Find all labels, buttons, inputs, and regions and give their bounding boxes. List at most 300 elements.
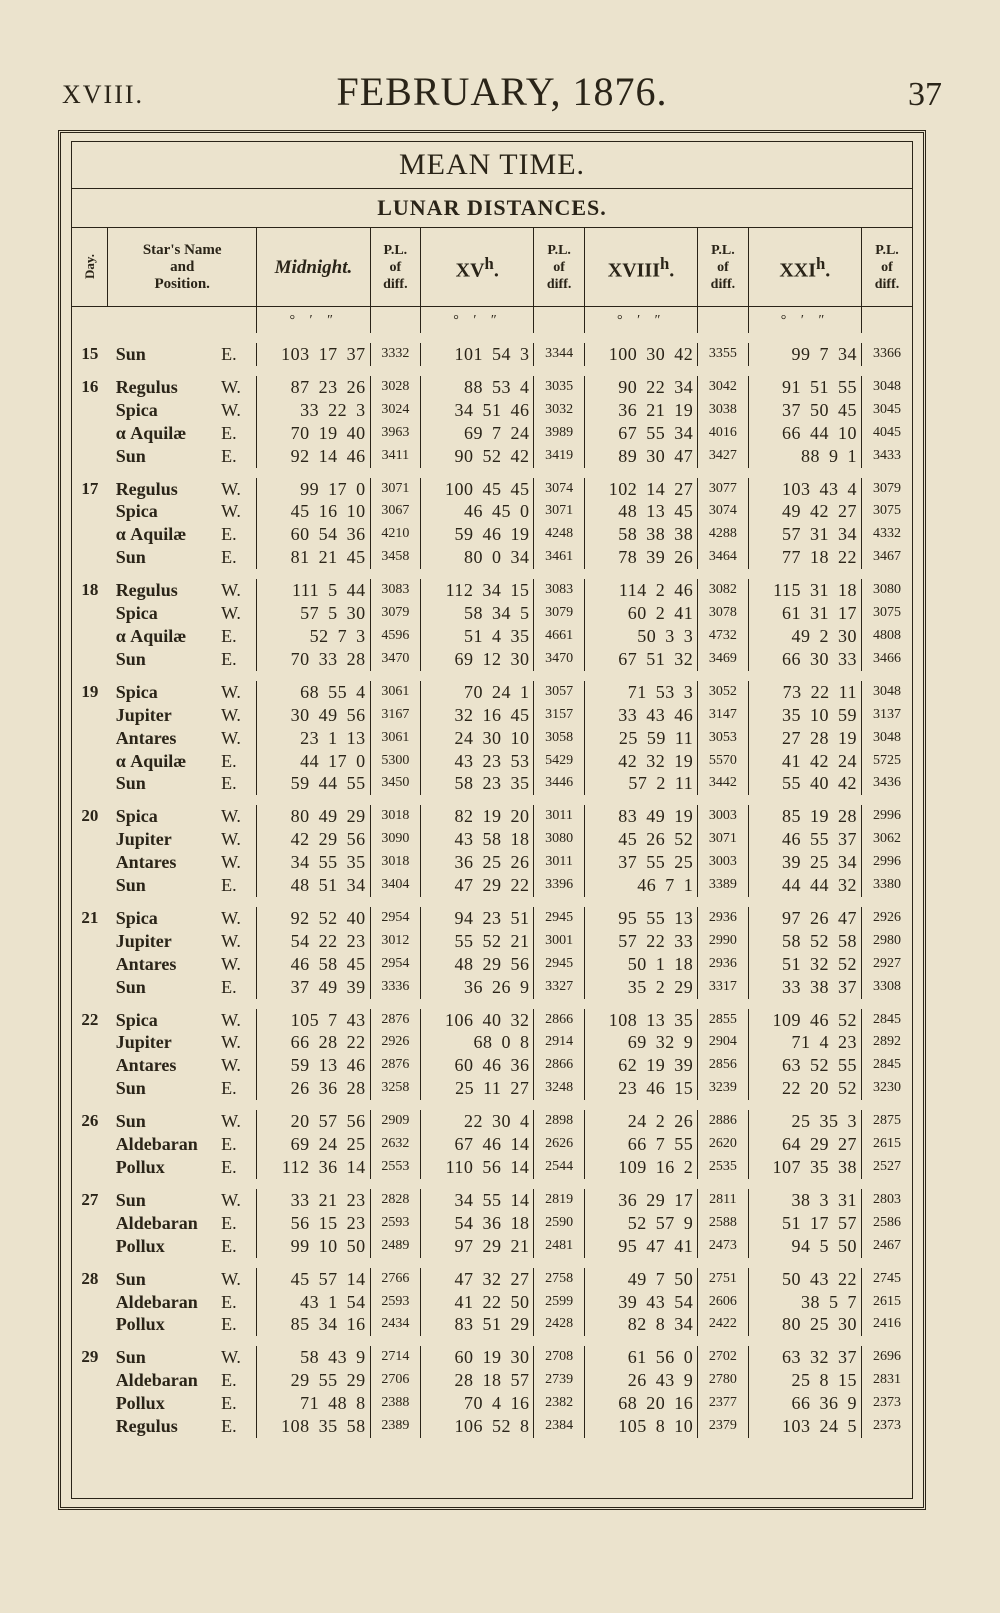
table-row xyxy=(72,500,912,523)
pl-diff-cell: 5429 xyxy=(534,750,584,773)
distance-cell: 41 42 24 xyxy=(748,750,861,773)
day-cell xyxy=(72,1313,108,1341)
distance-cell: 51 17 57 xyxy=(748,1212,861,1235)
direction-cell: W. xyxy=(221,727,241,748)
table-row xyxy=(72,1369,912,1392)
direction-cell: E. xyxy=(221,750,237,771)
direction-cell: W. xyxy=(221,1347,241,1368)
pl-diff-cell: 2708 xyxy=(534,1341,584,1369)
direction-cell: W. xyxy=(221,1111,241,1132)
distance-cell: 61 31 17 xyxy=(748,602,861,625)
distance-cell: 58 34 5 xyxy=(421,602,534,625)
distance-cell: 30 49 56 xyxy=(257,704,370,727)
pl-diff-cell: 2766 xyxy=(370,1263,420,1291)
pl-diff-cell: 3003 xyxy=(698,800,748,828)
distance-cell: 67 51 32 xyxy=(584,648,697,676)
distance-cell: 32 16 45 xyxy=(421,704,534,727)
distance-cell: 57 5 30 xyxy=(257,602,370,625)
pl-diff-cell: 2954 xyxy=(370,953,420,976)
distance-cell: 71 53 3 xyxy=(584,676,697,704)
distance-cell: 46 45 0 xyxy=(421,500,534,523)
day-cell xyxy=(72,750,108,773)
pl-diff-cell: 3082 xyxy=(698,574,748,602)
distance-cell: 41 22 50 xyxy=(421,1291,534,1314)
star-name-cell: Antares xyxy=(115,953,177,974)
star-name-cell: Spica xyxy=(115,1009,158,1030)
direction-cell: E. xyxy=(221,1235,237,1256)
pl-diff-cell: 2384 xyxy=(534,1415,584,1438)
pl-diff-cell: 3090 xyxy=(370,828,420,851)
day-cell: 16 xyxy=(81,376,99,396)
day-cell xyxy=(72,1415,108,1438)
direction-cell: W. xyxy=(221,806,241,827)
table-row xyxy=(72,727,912,750)
day-cell xyxy=(72,399,108,422)
table-row xyxy=(72,546,912,574)
pl-diff-cell: 3035 xyxy=(534,371,584,399)
star-name-cell: Spica xyxy=(115,399,158,420)
pl-diff-cell: 3067 xyxy=(370,500,420,523)
table-row xyxy=(72,1291,912,1314)
distance-cell: 33 38 37 xyxy=(748,976,861,1004)
distance-cell: 60 54 36 xyxy=(257,523,370,546)
page-header xyxy=(62,62,942,122)
distance-cell: 97 29 21 xyxy=(421,1235,534,1263)
distance-cell: 91 51 55 xyxy=(748,371,861,399)
table-row xyxy=(72,1313,912,1341)
distance-cell: 67 55 34 xyxy=(584,422,697,445)
pl-header: P.L. of diff. xyxy=(698,228,748,307)
distance-cell: 39 43 54 xyxy=(584,1291,697,1314)
distance-cell: 71 48 8 xyxy=(257,1392,370,1415)
table-row xyxy=(72,874,912,902)
direction-cell: W. xyxy=(221,1189,241,1210)
distance-cell: 94 5 50 xyxy=(748,1235,861,1263)
distance-cell: 70 33 28 xyxy=(257,648,370,676)
distance-cell: 92 14 46 xyxy=(257,445,370,473)
distance-cell: 68 20 16 xyxy=(584,1392,697,1415)
star-name-cell: Sun xyxy=(115,773,146,794)
distance-cell: 71 4 23 xyxy=(748,1031,861,1054)
pl-diff-cell: 2696 xyxy=(862,1341,913,1369)
pl-diff-cell: 3396 xyxy=(534,874,584,902)
unit-label: ° ′ ″ xyxy=(748,307,861,339)
day-cell xyxy=(72,1291,108,1314)
day-cell xyxy=(72,874,108,902)
distance-cell: 80 49 29 xyxy=(257,800,370,828)
pl-diff-cell: 2416 xyxy=(862,1313,913,1341)
pl-diff-cell: 3011 xyxy=(534,800,584,828)
day-cell xyxy=(72,704,108,727)
pl-diff-cell: 3239 xyxy=(698,1077,748,1105)
direction-cell: E. xyxy=(221,547,237,568)
star-name-cell: Regulus xyxy=(115,478,178,499)
unit-label: ° ′ ″ xyxy=(257,307,370,339)
pl-diff-cell: 2990 xyxy=(698,930,748,953)
distance-cell: 45 16 10 xyxy=(257,500,370,523)
distance-cell: 37 50 45 xyxy=(748,399,861,422)
pl-diff-cell: 2428 xyxy=(534,1313,584,1341)
distance-cell: 80 0 34 xyxy=(421,546,534,574)
distance-cell: 51 32 52 xyxy=(748,953,861,976)
direction-cell: W. xyxy=(221,399,241,420)
day-cell xyxy=(72,1133,108,1156)
distance-cell: 78 39 26 xyxy=(584,546,697,574)
pl-diff-cell: 2876 xyxy=(370,1004,420,1032)
direction-cell: W. xyxy=(221,829,241,850)
star-name-cell: Aldebaran xyxy=(115,1212,198,1233)
distance-cell: 81 21 45 xyxy=(257,546,370,574)
pl-diff-cell: 2926 xyxy=(862,902,913,930)
day-cell xyxy=(72,1369,108,1392)
distance-cell: 112 34 15 xyxy=(421,574,534,602)
table-row xyxy=(72,1415,912,1438)
day-cell xyxy=(72,727,108,750)
pl-diff-cell: 2586 xyxy=(862,1212,913,1235)
distance-cell: 88 53 4 xyxy=(421,371,534,399)
direction-cell: W. xyxy=(221,603,241,624)
star-name-cell: Aldebaran xyxy=(115,1370,198,1391)
pl-diff-cell: 2914 xyxy=(534,1031,584,1054)
pl-diff-cell: 2382 xyxy=(534,1392,584,1415)
distance-cell: 23 46 15 xyxy=(584,1077,697,1105)
distance-cell: 50 1 18 xyxy=(584,953,697,976)
direction-cell: E. xyxy=(221,773,237,794)
pl-diff-cell: 4332 xyxy=(862,523,913,546)
pl-header: P.L. of diff. xyxy=(862,228,913,307)
star-name-cell: Spica xyxy=(115,806,158,827)
distance-cell: 26 36 28 xyxy=(257,1077,370,1105)
pl-diff-cell: 2373 xyxy=(862,1415,913,1438)
distance-cell: 59 46 19 xyxy=(421,523,534,546)
distance-cell: 100 45 45 xyxy=(421,473,534,501)
table-row xyxy=(72,602,912,625)
distance-cell: 109 46 52 xyxy=(748,1004,861,1032)
distance-cell: 103 17 37 xyxy=(257,338,370,371)
distance-cell: 36 29 17 xyxy=(584,1184,697,1212)
direction-cell: E. xyxy=(221,445,237,466)
distance-cell: 25 8 15 xyxy=(748,1369,861,1392)
distance-cell: 95 55 13 xyxy=(584,902,697,930)
table-row xyxy=(72,750,912,773)
direction-cell: E. xyxy=(221,1314,237,1335)
pl-diff-cell: 2845 xyxy=(862,1004,913,1032)
distance-cell: 85 19 28 xyxy=(748,800,861,828)
pl-diff-cell: 3079 xyxy=(370,602,420,625)
distance-cell: 90 52 42 xyxy=(421,445,534,473)
table-row xyxy=(72,1004,912,1032)
distance-cell: 25 59 11 xyxy=(584,727,697,750)
distance-cell: 100 30 42 xyxy=(584,338,697,371)
distance-cell: 73 22 11 xyxy=(748,676,861,704)
pl-diff-cell: 2909 xyxy=(370,1105,420,1133)
distance-cell: 101 54 3 xyxy=(421,338,534,371)
pl-diff-cell: 3075 xyxy=(862,500,913,523)
distance-cell: 48 51 34 xyxy=(257,874,370,902)
day-cell xyxy=(72,851,108,874)
pl-diff-cell: 3048 xyxy=(862,676,913,704)
distance-cell: 82 8 34 xyxy=(584,1313,697,1341)
table-row xyxy=(72,1392,912,1415)
table-row xyxy=(72,1263,912,1291)
distance-cell: 43 58 18 xyxy=(421,828,534,851)
distance-cell: 45 26 52 xyxy=(584,828,697,851)
pl-diff-cell: 2945 xyxy=(534,953,584,976)
table-row xyxy=(72,1235,912,1263)
table-row xyxy=(72,625,912,648)
pl-diff-cell: 2945 xyxy=(534,902,584,930)
pl-diff-cell: 2599 xyxy=(534,1291,584,1314)
distance-cell: 66 36 9 xyxy=(748,1392,861,1415)
distance-cell: 102 14 27 xyxy=(584,473,697,501)
table-row xyxy=(72,851,912,874)
pl-diff-cell: 5725 xyxy=(862,750,913,773)
pl-diff-cell: 2936 xyxy=(698,953,748,976)
pl-diff-cell: 3404 xyxy=(370,874,420,902)
pl-diff-cell: 3083 xyxy=(370,574,420,602)
pl-diff-cell: 2615 xyxy=(862,1133,913,1156)
day-cell: 19 xyxy=(81,681,99,701)
header-row xyxy=(72,228,912,307)
pl-diff-cell: 3469 xyxy=(698,648,748,676)
pl-diff-cell: 3074 xyxy=(698,500,748,523)
pl-diff-cell: 2473 xyxy=(698,1235,748,1263)
direction-cell: E. xyxy=(221,422,237,443)
pl-diff-cell: 2996 xyxy=(862,851,913,874)
direction-cell: W. xyxy=(221,930,241,951)
direction-cell: E. xyxy=(221,1134,237,1155)
star-name-cell: Spica xyxy=(115,501,158,522)
table-row xyxy=(72,371,912,399)
star-name-cell: Sun xyxy=(115,445,146,466)
unit-label: ° ′ ″ xyxy=(421,307,534,339)
pl-diff-cell: 3038 xyxy=(698,399,748,422)
pl-diff-cell: 2866 xyxy=(534,1054,584,1077)
pl-diff-cell: 2593 xyxy=(370,1291,420,1314)
section-numeral: XVIII. xyxy=(62,80,145,109)
star-name-cell: Pollux xyxy=(115,1157,165,1177)
pl-diff-cell: 2706 xyxy=(370,1369,420,1392)
pl-diff-cell: 2714 xyxy=(370,1341,420,1369)
distance-cell: 24 30 10 xyxy=(421,727,534,750)
pl-diff-cell: 3061 xyxy=(370,676,420,704)
distance-cell: 25 11 27 xyxy=(421,1077,534,1105)
distance-cell: 36 25 26 xyxy=(421,851,534,874)
distance-cell: 105 8 10 xyxy=(584,1415,697,1438)
star-name-cell: α Aquilæ xyxy=(115,422,187,443)
direction-cell: W. xyxy=(221,852,241,873)
pl-diff-cell: 4596 xyxy=(370,625,420,648)
table-row xyxy=(72,338,912,371)
pl-diff-cell: 3071 xyxy=(534,500,584,523)
pl-diff-cell: 3032 xyxy=(534,399,584,422)
pl-diff-cell: 3045 xyxy=(862,399,913,422)
distance-cell: 38 3 31 xyxy=(748,1184,861,1212)
distance-cell: 20 57 56 xyxy=(257,1105,370,1133)
star-name-cell: Antares xyxy=(115,727,177,748)
distance-cell: 62 19 39 xyxy=(584,1054,697,1077)
day-cell xyxy=(72,1031,108,1054)
table-row xyxy=(72,800,912,828)
table-row xyxy=(72,976,912,1004)
pl-diff-cell: 2780 xyxy=(698,1369,748,1392)
unit-row xyxy=(72,307,912,339)
pl-diff-cell: 3450 xyxy=(370,772,420,800)
distance-cell: 69 12 30 xyxy=(421,648,534,676)
distance-cell: 34 55 35 xyxy=(257,851,370,874)
table-row xyxy=(72,445,912,473)
day-cell: 27 xyxy=(81,1189,99,1209)
pl-diff-cell: 3147 xyxy=(698,704,748,727)
pl-diff-cell: 3436 xyxy=(862,772,913,800)
pl-diff-cell: 3427 xyxy=(698,445,748,473)
pl-diff-cell: 3464 xyxy=(698,546,748,574)
pl-diff-cell: 2898 xyxy=(534,1105,584,1133)
distance-cell: 103 24 5 xyxy=(748,1415,861,1438)
distance-cell: 70 4 16 xyxy=(421,1392,534,1415)
table-row xyxy=(72,704,912,727)
distance-cell: 69 7 24 xyxy=(421,422,534,445)
distance-cell: 59 13 46 xyxy=(257,1054,370,1077)
pl-diff-cell: 3074 xyxy=(534,473,584,501)
direction-cell: W. xyxy=(221,580,241,601)
pl-diff-cell: 3308 xyxy=(862,976,913,1004)
distance-cell: 57 31 34 xyxy=(748,523,861,546)
day-cell xyxy=(72,422,108,445)
distance-cell: 59 44 55 xyxy=(257,772,370,800)
distance-cell: 22 30 4 xyxy=(421,1105,534,1133)
pl-diff-cell: 3028 xyxy=(370,371,420,399)
distance-cell: 47 32 27 xyxy=(421,1263,534,1291)
direction-cell: W. xyxy=(221,478,241,499)
distance-cell: 37 55 25 xyxy=(584,851,697,874)
pl-diff-cell: 3230 xyxy=(862,1077,913,1105)
pl-diff-cell: 2904 xyxy=(698,1031,748,1054)
pl-diff-cell: 3080 xyxy=(862,574,913,602)
day-cell: 26 xyxy=(81,1111,99,1131)
pl-diff-cell: 2553 xyxy=(370,1156,420,1184)
star-name-cell: Sun xyxy=(115,547,146,568)
pl-diff-cell: 3461 xyxy=(534,546,584,574)
midnight-header: Midnight. xyxy=(257,228,370,307)
pl-diff-cell: 5570 xyxy=(698,750,748,773)
pl-diff-cell: 2626 xyxy=(534,1133,584,1156)
distance-cell: 68 0 8 xyxy=(421,1031,534,1054)
distance-cell: 34 51 46 xyxy=(421,399,534,422)
distance-cell: 58 52 58 xyxy=(748,930,861,953)
day-cell xyxy=(72,648,108,676)
mean-time-banner: MEAN TIME. xyxy=(72,142,912,189)
distance-cell: 57 2 11 xyxy=(584,772,697,800)
table-row xyxy=(72,1077,912,1105)
direction-cell: W. xyxy=(221,376,241,397)
distance-cell: 47 29 22 xyxy=(421,874,534,902)
pl-diff-cell: 2819 xyxy=(534,1184,584,1212)
table-row xyxy=(72,473,912,501)
pl-diff-cell: 3989 xyxy=(534,422,584,445)
distance-cell: 99 10 50 xyxy=(257,1235,370,1263)
pl-diff-cell: 4288 xyxy=(698,523,748,546)
unit-label: ° ′ ″ xyxy=(584,307,697,339)
pl-diff-cell: 3167 xyxy=(370,704,420,727)
pl-diff-cell: 3258 xyxy=(370,1077,420,1105)
distance-cell: 25 35 3 xyxy=(748,1105,861,1133)
distance-cell: 28 18 57 xyxy=(421,1369,534,1392)
pl-diff-cell: 3003 xyxy=(698,851,748,874)
pl-diff-cell: 2954 xyxy=(370,902,420,930)
pl-diff-cell: 3963 xyxy=(370,422,420,445)
distance-cell: 85 34 16 xyxy=(257,1313,370,1341)
star-name-cell: Aldebaran xyxy=(115,1291,198,1312)
pl-diff-cell: 2758 xyxy=(534,1263,584,1291)
direction-cell: W. xyxy=(221,1268,241,1289)
day-cell xyxy=(72,602,108,625)
table-frame xyxy=(58,130,926,1510)
pl-diff-cell: 2745 xyxy=(862,1263,913,1291)
pl-diff-cell: 3083 xyxy=(534,574,584,602)
distance-cell: 109 16 2 xyxy=(584,1156,697,1184)
direction-cell: E. xyxy=(221,1393,237,1414)
table-row xyxy=(72,930,912,953)
distance-cell: 82 19 20 xyxy=(421,800,534,828)
star-name-cell: Pollux xyxy=(115,1235,165,1256)
distance-cell: 94 23 51 xyxy=(421,902,534,930)
distance-cell: 29 55 29 xyxy=(257,1369,370,1392)
pl-diff-cell: 2739 xyxy=(534,1369,584,1392)
distance-cell: 63 52 55 xyxy=(748,1054,861,1077)
day-cell: 22 xyxy=(81,1009,99,1029)
pl-diff-cell: 3433 xyxy=(862,445,913,473)
direction-cell: W. xyxy=(221,681,241,702)
distance-cell: 87 23 26 xyxy=(257,371,370,399)
pl-diff-cell: 3062 xyxy=(862,828,913,851)
pl-diff-cell: 2876 xyxy=(370,1054,420,1077)
direction-cell: E. xyxy=(221,1291,237,1312)
direction-cell: W. xyxy=(221,1009,241,1030)
direction-cell: E. xyxy=(221,976,237,997)
distance-cell: 35 10 59 xyxy=(748,704,861,727)
pl-diff-cell: 2855 xyxy=(698,1004,748,1032)
day-cell xyxy=(72,625,108,648)
pl-diff-cell: 2377 xyxy=(698,1392,748,1415)
pl-diff-cell: 3336 xyxy=(370,976,420,1004)
distance-cell: 44 17 0 xyxy=(257,750,370,773)
direction-cell: E. xyxy=(221,524,237,545)
direction-cell: E. xyxy=(221,1370,237,1391)
distance-cell: 57 22 33 xyxy=(584,930,697,953)
star-name-cell: Sun xyxy=(115,648,146,669)
pl-diff-cell: 2544 xyxy=(534,1156,584,1184)
star-name-cell: Sun xyxy=(115,1268,146,1289)
table-inner xyxy=(71,141,913,1499)
distance-cell: 52 7 3 xyxy=(257,625,370,648)
table-row xyxy=(72,772,912,800)
star-name-cell: Regulus xyxy=(115,1416,178,1437)
day-cell: 28 xyxy=(81,1268,99,1288)
distance-cell: 43 23 53 xyxy=(421,750,534,773)
day-cell xyxy=(72,976,108,1004)
table-row xyxy=(72,1184,912,1212)
pl-diff-cell: 2926 xyxy=(370,1031,420,1054)
table-row xyxy=(72,574,912,602)
distance-cell: 54 36 18 xyxy=(421,1212,534,1235)
distance-cell: 112 36 14 xyxy=(257,1156,370,1184)
day-cell xyxy=(72,445,108,473)
star-name-cell: Sun xyxy=(115,344,146,364)
table-row xyxy=(72,1212,912,1235)
distance-cell: 99 17 0 xyxy=(257,473,370,501)
table-row xyxy=(72,1133,912,1156)
